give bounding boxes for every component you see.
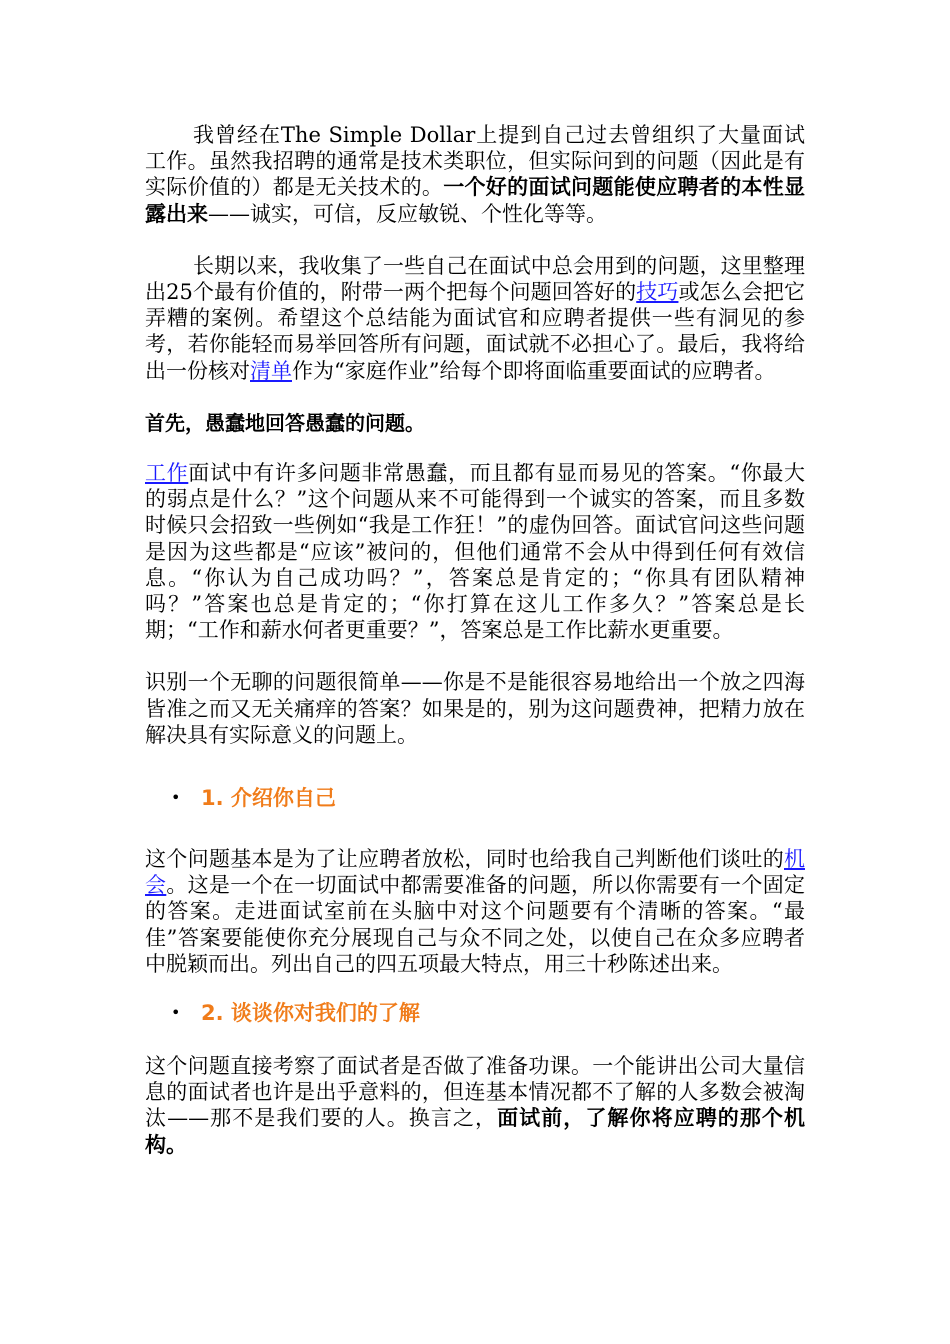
paragraph-intro [145, 122, 805, 227]
list-item-2 [145, 993, 805, 1033]
paragraph-text: ——诚实，可信，反应敏锐、个性化等等。 [208, 201, 607, 226]
paragraph-collection [145, 253, 805, 384]
list-item-1 [145, 778, 805, 818]
list-item-heading: 2. 谈谈你对我们的了解 [201, 1000, 420, 1025]
paragraph-stupid-questions [145, 460, 805, 643]
link-opportunity[interactable]: 机会 [145, 847, 805, 898]
paragraph-identify: 识别一个无聊的问题很简单——你是不是能很容易地给出一个放之四海皆准之而又无关痛痒的答案？如果是的，别为这问题费神，把精力放在解决具有实际意义的问题上。 [145, 670, 805, 747]
paragraph-text: 这个问题直接考察了面试者是否做了准备功课。一个能讲出公司大量信息的面试者也许是出乎意料的，但连基本情况都不了解的人多数会被淘汰——那不是我们要的人。换言之， [145, 1054, 805, 1131]
paragraph-text: 。这是一个在一切面试中都需要准备的问题，所以你需要有一个固定的答案。走进面试室前在头脑中对这个问题要有个清晰的答案。“最佳”答案要能使你充分展现自己与众不同之处，以使自己在众多应聘者中脱颖而出。列出自己的四五项最大特点，用三十秒陈述出来。 [145, 873, 806, 976]
paragraph-text: 长期以来，我收集了一些自己在面试中总会用到的问题，这里整理出25个最有价值的，附带一两个把每个问题回答好的 [145, 253, 805, 305]
paragraph-text: 作为“家庭作业”给每个即将面临重要面试的应聘者。 [292, 358, 776, 383]
link-tips[interactable]: 技巧 [636, 280, 679, 305]
list-item-heading: 1. 介绍你自己 [201, 785, 336, 810]
paragraph-introduce-yourself [145, 846, 805, 977]
paragraph-about-us [145, 1053, 805, 1158]
document-body [145, 122, 805, 1158]
paragraph-text: 我曾经在The Simple Dollar上提到自己过去曾组织了大量面试工作。虽然我招聘的通常是技术类职位，但实际问到的问题（因此是有实际价值的）都是无关技术的。 [145, 123, 805, 200]
section-heading: 首先，愚蠢地回答愚蠢的问题。 [145, 410, 425, 435]
bullet-icon: • [171, 1002, 181, 1022]
bullet-icon: • [171, 787, 181, 807]
bold-emphasis: 面试前，了解你将应聘的那个机构。 [145, 1106, 806, 1157]
paragraph-text: 这个问题基本是为了让应聘者放松，同时也给我自己判断他们谈吐的 [145, 847, 784, 872]
paragraph-text: 面试中有许多问题非常愚蠢，而且都有显而易见的答案。“你最大的弱点是什么？”这个问题从来不可能得到一个诚实的答案，而且多数时候只会招致一些例如“我是工作狂！”的虚伪回答。面试官问这些问题是因为这些都是“应该”被问的，但他们通常不会从中得到任何有效信息。“你认为自己成功吗？”，答案总是肯定的；“你具有团队精神吗？”答案也总是肯定的；“你打算在这儿工作多久？”答案总是长期；“工作和薪水何者更重要？”，答案总是工作比薪水更重要。 [145, 461, 806, 643]
bold-emphasis: 一个好的面试问题能使应聘者的本性显露出来 [145, 175, 806, 226]
link-checklist[interactable]: 清单 [250, 358, 292, 383]
link-work[interactable]: 工作 [145, 461, 189, 486]
paragraph-text: 或怎么会把它弄糟的案例。希望这个总结能为面试官和应聘者提供一些有洞见的参考，若你能轻而易举回答所有问题，面试就不必担心了。最后，我将给出一份核对 [145, 280, 805, 383]
